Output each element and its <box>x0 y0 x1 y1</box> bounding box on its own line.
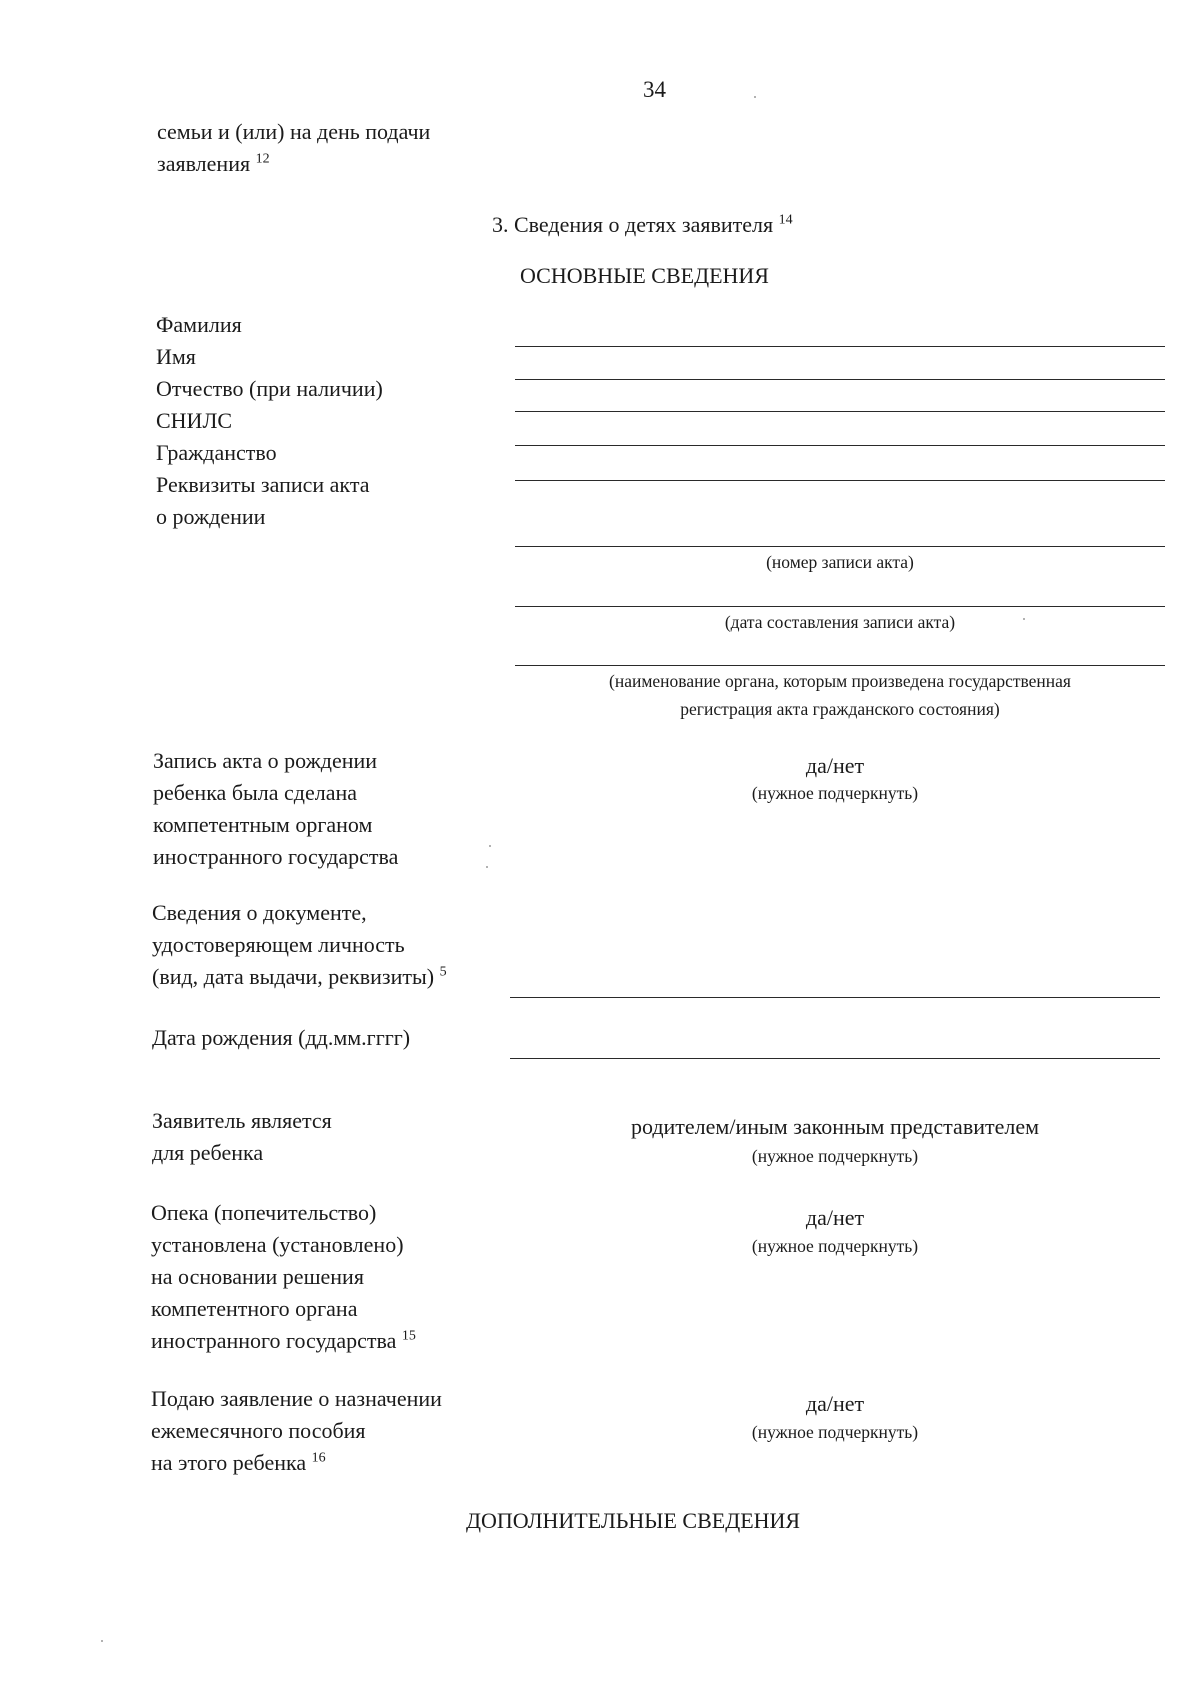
applicant-role-hint: (нужное подчеркнуть) <box>751 1146 919 1166</box>
page-number: 34 <box>643 77 666 102</box>
name-label: Имя <box>156 344 196 369</box>
identity-doc-line-1: Сведения о документе, <box>152 900 367 925</box>
monthly-allowance-line-1: Подаю заявление о назначении <box>151 1386 442 1411</box>
foreign-record-hint: (нужное подчеркнуть) <box>751 783 919 803</box>
foreign-record-line-1: Запись акта о рождении <box>153 748 378 773</box>
citizenship-label: Гражданство <box>156 440 277 465</box>
citizenship-field-line[interactable] <box>515 480 1165 481</box>
additional-info-heading: ДОПОЛНИТЕЛЬНЫЕ СВЕДЕНИЯ <box>466 1508 801 1533</box>
record-date-field-line[interactable] <box>515 606 1165 607</box>
intro-line-2-text: заявления <box>157 151 251 176</box>
guardianship-answer[interactable]: да/нет <box>805 1205 865 1230</box>
applicant-role-line-1: Заявитель является <box>152 1108 332 1133</box>
authority-caption <box>515 667 1165 723</box>
foreign-record-label <box>153 745 398 873</box>
monthly-allowance-label <box>151 1383 442 1479</box>
monthly-allowance-hint: (нужное подчеркнуть) <box>751 1422 919 1442</box>
applicant-role-line-2: для ребенка <box>152 1140 264 1165</box>
footnote-ref-12: 12 <box>255 151 270 167</box>
guardianship-line-3: на основании решения <box>151 1264 364 1289</box>
intro-line-1: семьи и (или) на день подачи <box>157 119 431 144</box>
monthly-allowance-line-2: ежемесячного пособия <box>151 1418 366 1443</box>
birth-record-label-line-1: Реквизиты записи акта <box>156 472 370 497</box>
snils-label: СНИЛС <box>156 408 233 433</box>
foreign-record-line-2: ребенка была сделана <box>153 780 358 805</box>
birth-record-label-line-2: о рождении <box>156 504 266 529</box>
guardianship-line-2: установлена (установлено) <box>151 1232 404 1257</box>
applicant-role-label <box>152 1105 332 1169</box>
monthly-allowance-line-3-text: на этого ребенка <box>151 1450 307 1475</box>
guardianship-line-5 <box>151 1325 416 1357</box>
basic-field-labels <box>156 309 383 533</box>
monthly-allowance-answer[interactable]: да/нет <box>805 1391 865 1416</box>
snils-field-line[interactable] <box>515 445 1165 446</box>
footnote-ref-14: 14 <box>778 212 793 228</box>
authority-caption-line-2: регистрация акта гражданского состояния) <box>680 699 1000 719</box>
identity-doc-line-3 <box>152 961 447 993</box>
main-info-heading: ОСНОВНЫЕ СВЕДЕНИЯ <box>520 263 769 288</box>
scan-speck <box>754 96 756 98</box>
authority-caption-line-1: (наименование органа, которым произведена государственная <box>609 671 1071 691</box>
name-field-line[interactable] <box>515 379 1165 380</box>
patronymic-label: Отчество (при наличии) <box>156 376 383 401</box>
guardianship-line-4: компетентного органа <box>151 1296 358 1321</box>
identity-doc-label <box>152 897 447 993</box>
record-number-caption: (номер записи акта) <box>766 552 914 572</box>
foreign-record-line-3: компетентным органом <box>153 812 373 837</box>
section-title <box>492 209 793 241</box>
record-number-field-line[interactable] <box>515 546 1165 547</box>
scan-speck <box>486 866 488 868</box>
footnote-ref-16: 16 <box>311 1450 326 1466</box>
identity-doc-field-line[interactable] <box>510 997 1160 998</box>
guardianship-hint: (нужное подчеркнуть) <box>751 1236 919 1256</box>
footnote-ref-5: 5 <box>439 964 447 980</box>
identity-doc-line-2: удостоверяющем личность <box>152 932 405 957</box>
monthly-allowance-line-3 <box>151 1447 442 1479</box>
scan-speck <box>101 1640 103 1642</box>
guardianship-label <box>151 1197 416 1357</box>
identity-doc-line-3-text: (вид, дата выдачи, реквизиты) <box>152 964 435 989</box>
scan-speck <box>489 845 491 847</box>
footnote-ref-15: 15 <box>401 1328 416 1344</box>
foreign-record-line-4: иностранного государства <box>153 844 399 869</box>
authority-field-line[interactable] <box>515 665 1165 666</box>
birth-date-label: Дата рождения (дд.мм.гггг) <box>152 1025 411 1050</box>
patronymic-field-line[interactable] <box>515 411 1165 412</box>
foreign-record-answer[interactable]: да/нет <box>805 753 865 778</box>
surname-field-line[interactable] <box>515 346 1165 347</box>
scan-speck <box>1023 618 1025 620</box>
record-date-caption: (дата составления записи акта) <box>724 612 956 632</box>
section-title-text: 3. Сведения о детях заявителя <box>492 212 774 237</box>
intro-line-2 <box>157 148 430 180</box>
guardianship-line-1: Опека (попечительство) <box>151 1200 377 1225</box>
applicant-role-answer[interactable]: родителем/иным законным представителем <box>630 1114 1040 1139</box>
birth-date-field-line[interactable] <box>510 1058 1160 1059</box>
surname-label: Фамилия <box>156 312 242 337</box>
guardianship-line-5-text: иностранного государства <box>151 1328 397 1353</box>
intro-text <box>157 116 430 180</box>
